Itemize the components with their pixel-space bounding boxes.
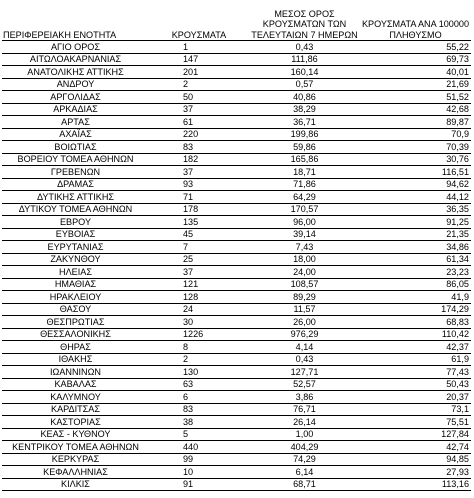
- cell-unit: ΑΓΙΟ ΟΡΟΣ: [2, 41, 149, 54]
- table-row: [2, 316, 471, 329]
- cell-per100k: 77,43: [360, 366, 471, 379]
- cell-cases: 45: [149, 228, 249, 241]
- cell-per100k: 61,34: [360, 253, 471, 266]
- cell-per100k: 51,52: [360, 91, 471, 104]
- cell-cases: 147: [149, 53, 249, 66]
- header-row: [2, 2, 471, 41]
- cell-avg7: 76,71: [249, 403, 360, 416]
- cell-avg7: 11,57: [249, 303, 360, 316]
- cell-per100k: 110,42: [360, 328, 471, 341]
- cell-cases: 135: [149, 216, 249, 229]
- table-row: [2, 441, 471, 454]
- cell-unit: ΑΧΑΪΑΣ: [2, 128, 149, 141]
- cases-table: [2, 2, 471, 491]
- cell-per100k: 44,12: [360, 191, 471, 204]
- cell-per100k: 73,1: [360, 403, 471, 416]
- table-row: [2, 141, 471, 154]
- cell-unit: ΚΕΦΑΛΛΗΝΙΑΣ: [2, 466, 149, 479]
- cell-avg7: 18,71: [249, 166, 360, 179]
- table-row: [2, 178, 471, 191]
- table-row: [2, 341, 471, 354]
- cell-unit: ΚΑΛΥΜΝΟΥ: [2, 391, 149, 404]
- cell-cases: 121: [149, 278, 249, 291]
- cell-unit: ΑΡΤΑΣ: [2, 116, 149, 129]
- table-row: [2, 416, 471, 429]
- table-row: [2, 66, 471, 79]
- table-row: [2, 278, 471, 291]
- cell-per100k: 94,85: [360, 453, 471, 466]
- cell-avg7: 404,29: [249, 441, 360, 454]
- cell-per100k: 89,87: [360, 116, 471, 129]
- table-row: [2, 378, 471, 391]
- table-row: [2, 428, 471, 441]
- cell-per100k: 61,9: [360, 353, 471, 366]
- cell-per100k: 27,93: [360, 466, 471, 479]
- cell-avg7: 71,86: [249, 178, 360, 191]
- cell-cases: 220: [149, 128, 249, 141]
- cell-avg7: 160,14: [249, 66, 360, 79]
- cell-unit: ΔΥΤΙΚΗΣ ΑΤΤΙΚΗΣ: [2, 191, 149, 204]
- cell-avg7: 18,00: [249, 253, 360, 266]
- cell-cases: 130: [149, 366, 249, 379]
- cell-cases: 24: [149, 303, 249, 316]
- table-row: [2, 166, 471, 179]
- cell-per100k: 42,68: [360, 103, 471, 116]
- cell-unit: ΗΛΕΙΑΣ: [2, 266, 149, 279]
- cell-per100k: 30,76: [360, 153, 471, 166]
- cell-avg7: 6,14: [249, 466, 360, 479]
- cell-unit: ΒΟΙΩΤΙΑΣ: [2, 141, 149, 154]
- cell-unit: ΙΩΑΝΝΙΝΩΝ: [2, 366, 149, 379]
- cell-cases: 1: [149, 41, 249, 54]
- cell-avg7: 199,86: [249, 128, 360, 141]
- cell-avg7: 38,29: [249, 103, 360, 116]
- cell-cases: 178: [149, 203, 249, 216]
- cell-cases: 83: [149, 141, 249, 154]
- cell-per100k: 20,37: [360, 391, 471, 404]
- cell-avg7: 170,57: [249, 203, 360, 216]
- cell-cases: 2: [149, 353, 249, 366]
- table-row: [2, 53, 471, 66]
- cell-per100k: 36,35: [360, 203, 471, 216]
- cell-cases: 6: [149, 391, 249, 404]
- table-row: [2, 291, 471, 304]
- cell-unit: ΑΙΤΩΛΟΑΚΑΡΝΑΝΙΑΣ: [2, 53, 149, 66]
- cell-per100k: 69,73: [360, 53, 471, 66]
- cell-avg7: 26,00: [249, 316, 360, 329]
- table-row: [2, 303, 471, 316]
- cell-avg7: 108,57: [249, 278, 360, 291]
- cell-avg7: 0,57: [249, 78, 360, 91]
- cell-avg7: 1,00: [249, 428, 360, 441]
- cell-cases: 7: [149, 241, 249, 254]
- table-row: [2, 153, 471, 166]
- cell-per100k: 55,22: [360, 41, 471, 54]
- cell-cases: 50: [149, 91, 249, 104]
- cell-unit: ΙΘΑΚΗΣ: [2, 353, 149, 366]
- table-row: [2, 366, 471, 379]
- cell-per100k: 70,9: [360, 128, 471, 141]
- table-row: [2, 203, 471, 216]
- table-row: [2, 228, 471, 241]
- cell-unit: ΘΕΣΠΡΩΤΙΑΣ: [2, 316, 149, 329]
- cell-cases: 61: [149, 116, 249, 129]
- cell-per100k: 127,84: [360, 428, 471, 441]
- cell-unit: ΚΕΑΣ - ΚΥΘΝΟΥ: [2, 428, 149, 441]
- cell-unit: ΘΑΣΟΥ: [2, 303, 149, 316]
- table-row: [2, 478, 471, 491]
- cell-avg7: 39,14: [249, 228, 360, 241]
- table-header: [2, 2, 471, 41]
- cell-unit: ΕΒΡΟΥ: [2, 216, 149, 229]
- table-row: [2, 116, 471, 129]
- cell-unit: ΚΙΛΚΙΣ: [2, 478, 149, 491]
- cell-per100k: 86,05: [360, 278, 471, 291]
- cell-per100k: 50,43: [360, 378, 471, 391]
- cell-cases: 440: [149, 441, 249, 454]
- header-unit: ΠΕΡΙΦΕΡΕΙΑΚΗ ΕΝΟΤΗΤΑ: [2, 2, 149, 41]
- cell-avg7: 89,29: [249, 291, 360, 304]
- cell-avg7: 0,43: [249, 41, 360, 54]
- cell-avg7: 40,86: [249, 91, 360, 104]
- cell-unit: ΘΗΡΑΣ: [2, 341, 149, 354]
- cell-avg7: 111,86: [249, 53, 360, 66]
- table-row: [2, 266, 471, 279]
- cell-unit: ΖΑΚΥΝΘΟΥ: [2, 253, 149, 266]
- cell-cases: 5: [149, 428, 249, 441]
- cell-cases: 182: [149, 153, 249, 166]
- cell-cases: 37: [149, 103, 249, 116]
- cell-avg7: 26,14: [249, 416, 360, 429]
- cell-per100k: 68,83: [360, 316, 471, 329]
- cell-per100k: 23,23: [360, 266, 471, 279]
- cell-per100k: 174,29: [360, 303, 471, 316]
- table-row: [2, 216, 471, 229]
- cell-per100k: 21,35: [360, 228, 471, 241]
- cell-cases: 30: [149, 316, 249, 329]
- cell-per100k: 42,74: [360, 441, 471, 454]
- table-row: [2, 191, 471, 204]
- cell-per100k: 41,9: [360, 291, 471, 304]
- table-row: [2, 391, 471, 404]
- table-row: [2, 103, 471, 116]
- cell-avg7: 0,43: [249, 353, 360, 366]
- cell-cases: 37: [149, 266, 249, 279]
- table-row: [2, 353, 471, 366]
- table-row: [2, 253, 471, 266]
- header-cases: ΚΡΟΥΣΜΑΤΑ: [149, 2, 249, 41]
- cell-unit: ΘΕΣΣΑΛΟΝΙΚΗΣ: [2, 328, 149, 341]
- cell-avg7: 3,86: [249, 391, 360, 404]
- table-row: [2, 403, 471, 416]
- table-row: [2, 91, 471, 104]
- cell-per100k: 116,51: [360, 166, 471, 179]
- cell-cases: 38: [149, 416, 249, 429]
- cell-unit: ΕΥΡΥΤΑΝΙΑΣ: [2, 241, 149, 254]
- cell-cases: 201: [149, 66, 249, 79]
- table-body: [2, 41, 471, 491]
- cell-per100k: 113,16: [360, 478, 471, 491]
- cell-avg7: 96,00: [249, 216, 360, 229]
- cell-cases: 71: [149, 191, 249, 204]
- table-row: [2, 241, 471, 254]
- cell-unit: ΓΡΕΒΕΝΩΝ: [2, 166, 149, 179]
- cell-avg7: 24,00: [249, 266, 360, 279]
- cell-avg7: 127,71: [249, 366, 360, 379]
- header-per100k: ΚΡΟΥΣΜΑΤΑ ΑΝΑ 100000 ΠΛΗΘΥΣΜΟ: [360, 2, 471, 41]
- cell-cases: 83: [149, 403, 249, 416]
- cell-unit: ΚΑΣΤΟΡΙΑΣ: [2, 416, 149, 429]
- cell-avg7: 64,29: [249, 191, 360, 204]
- cell-per100k: 70,39: [360, 141, 471, 154]
- cell-cases: 128: [149, 291, 249, 304]
- header-avg7: ΜΕΣΟΣ ΟΡΟΣ ΚΡΟΥΣΜΑΤΩΝ ΤΩΝ ΤΕΛΕΥΤΑΙΩΝ 7 ΗΜΕΡΩΝ: [249, 2, 360, 41]
- cell-avg7: 165,86: [249, 153, 360, 166]
- cell-unit: ΑΡΓΟΛΙΔΑΣ: [2, 91, 149, 104]
- cell-unit: ΑΝΔΡΟΥ: [2, 78, 149, 91]
- cell-cases: 8: [149, 341, 249, 354]
- cell-avg7: 36,71: [249, 116, 360, 129]
- cell-per100k: 91,25: [360, 216, 471, 229]
- cell-unit: ΔΡΑΜΑΣ: [2, 178, 149, 191]
- table-row: [2, 328, 471, 341]
- cell-cases: 1226: [149, 328, 249, 341]
- cell-per100k: 75,51: [360, 416, 471, 429]
- cell-avg7: 976,29: [249, 328, 360, 341]
- cell-unit: ΗΡΑΚΛΕΙΟΥ: [2, 291, 149, 304]
- table-row: [2, 128, 471, 141]
- cell-cases: 25: [149, 253, 249, 266]
- cell-per100k: 94,62: [360, 178, 471, 191]
- cell-avg7: 59,86: [249, 141, 360, 154]
- cell-cases: 37: [149, 166, 249, 179]
- cell-cases: 2: [149, 78, 249, 91]
- table-row: [2, 453, 471, 466]
- cell-cases: 63: [149, 378, 249, 391]
- cell-avg7: 74,29: [249, 453, 360, 466]
- cell-cases: 10: [149, 466, 249, 479]
- cell-unit: ΚΕΡΚΥΡΑΣ: [2, 453, 149, 466]
- cell-cases: 91: [149, 478, 249, 491]
- cell-per100k: 21,69: [360, 78, 471, 91]
- cell-per100k: 40,01: [360, 66, 471, 79]
- cell-avg7: 68,71: [249, 478, 360, 491]
- table-row: [2, 78, 471, 91]
- cell-unit: ΚΑΡΔΙΤΣΑΣ: [2, 403, 149, 416]
- cell-unit: ΔΥΤΙΚΟΥ ΤΟΜΕΑ ΑΘΗΝΩΝ: [2, 203, 149, 216]
- cell-avg7: 52,57: [249, 378, 360, 391]
- cell-unit: ΚΕΝΤΡΙΚΟΥ ΤΟΜΕΑ ΑΘΗΝΩΝ: [2, 441, 149, 454]
- cell-unit: ΑΝΑΤΟΛΙΚΗΣ ΑΤΤΙΚΗΣ: [2, 66, 149, 79]
- cell-unit: ΕΥΒΟΙΑΣ: [2, 228, 149, 241]
- cell-unit: ΚΑΒΑΛΑΣ: [2, 378, 149, 391]
- cell-unit: ΒΟΡΕΙΟΥ ΤΟΜΕΑ ΑΘΗΝΩΝ: [2, 153, 149, 166]
- cell-avg7: 7,43: [249, 241, 360, 254]
- cell-cases: 99: [149, 453, 249, 466]
- cell-per100k: 42,37: [360, 341, 471, 354]
- cell-unit: ΑΡΚΑΔΙΑΣ: [2, 103, 149, 116]
- table-row: [2, 41, 471, 54]
- table-row: [2, 466, 471, 479]
- cell-avg7: 4,14: [249, 341, 360, 354]
- cell-per100k: 34,86: [360, 241, 471, 254]
- cell-cases: 93: [149, 178, 249, 191]
- cell-unit: ΗΜΑΘΙΑΣ: [2, 278, 149, 291]
